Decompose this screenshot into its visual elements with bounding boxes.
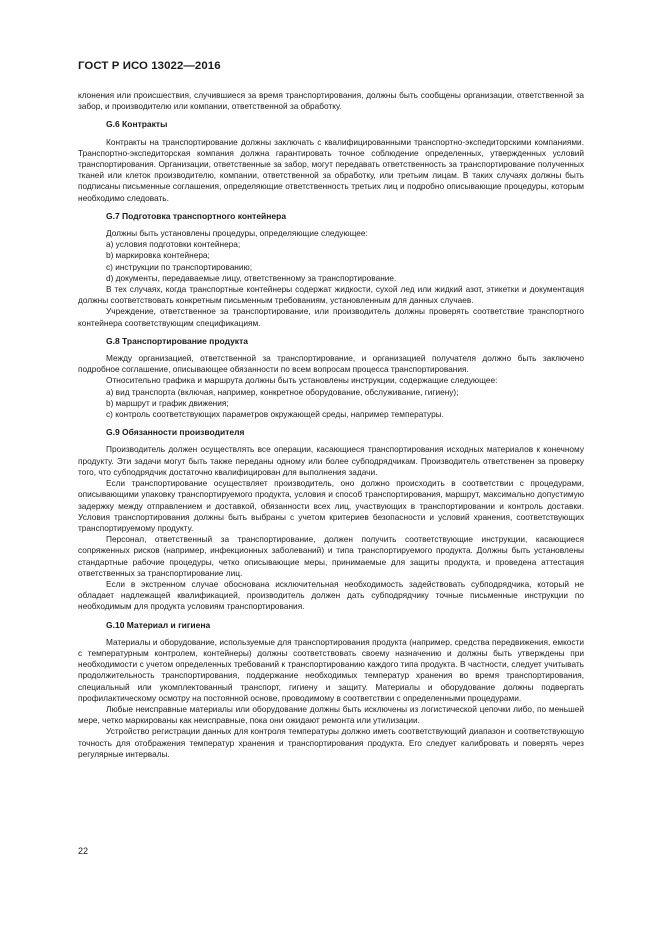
list-item: a) вид транспорта (включая, например, конкретное оборудование, обслуживание, гигиену); bbox=[106, 386, 459, 397]
paragraph: Материалы и оборудование, используемые для транспортирования продукта (например, средства передвижения, емкости с температурным контролем, контейнеры) должны соответствовать своему назначению и должны быть утверждены при необходимости с учетом определенных требований к транспортированию каждого типа продукта. В частности, следует учитывать продолжительность транспортирования, поддержание необходимых температур хранения во время транспортирования, специальный или укомплектованный транспорт, гигиену и защиту. Материалы и оборудование должны подвергать профилактическому осмотру на постоянной основе, проводимому в соответствии с определенными процедурами. bbox=[78, 636, 584, 703]
paragraph: В тех случаях, когда транспортные контейнеры содержат жидкости, сухой лед или жидкий азот, этикетки и документация должны соответствовать конкретным письменным требованиям, установленным для данных случаев. bbox=[78, 284, 584, 306]
section-heading-g7: G.7 Подготовка транспортного контейнера bbox=[106, 210, 287, 221]
paragraph: Любые неисправные материалы или оборудование должны быть исключены из логистической цепочки либо, по меньшей мере, четко маркированы как неисправные, пока они ожидают ремонта или утилизации. bbox=[78, 703, 584, 726]
list-item: a) условия подготовки контейнера; bbox=[106, 239, 241, 250]
paragraph: Контракты на транспортирование должны заключать с квалифицированными транспортно-экспедиторскими компаниями. Транспортно-экспедиторская компания должна гарантировать точное соблюдение определенных, утвержденных условий транспортирования. Организации, ответственные за забор, могут передавать ответственность за транспортирование полученных тканей или клеток производителю, компании, ответственной за обработку, или третьим лицам. В таких случаях должны быть подписаны письменные соглашения, определяющие ответственность третьих лиц и подробно описывающие процедуры, которым необходимо следовать. bbox=[78, 136, 584, 203]
continuation-paragraph: клонения или происшествия, случившиеся за время транспортирования, должны быть сообщены организации, ответственной за забор, и производителю или компании, ответственной за обработку. bbox=[78, 90, 584, 112]
section-heading-g10: G.10 Материал и гигиена bbox=[106, 619, 211, 630]
document-body bbox=[78, 90, 584, 760]
list-item: d) документы, передаваемые лицу, ответственному за транспортирование. bbox=[106, 272, 397, 283]
list-item: c) контроль соответствующих параметров окружающей среды, например температуры. bbox=[106, 409, 444, 420]
section-heading-g9: G.9 Обязанности производителя bbox=[106, 427, 245, 438]
paragraph: Если транспортирование осуществляет производитель, оно должно происходить в соответствии с процедурами, описывающими упаковку транспортируемого продукта, условия и способ транспортирования, маршрут, максимально допустимую задержку между отправлением и доставкой, обязанности всех лиц, участвующих в транспортировании и контроль доставки. Условия транспортирования должны быть выбраны с учетом критериев безопасности и условий хранения, соответствующих транспортируемому продукту. bbox=[78, 478, 584, 533]
paragraph: Относительно графика и маршрута должны быть установлены инструкции, содержащие следующее: bbox=[106, 375, 498, 386]
list-item: b) маршрут и график движения; bbox=[106, 397, 229, 408]
page-number: 22 bbox=[78, 846, 89, 856]
list-item: b) маркировка контейнера; bbox=[106, 250, 210, 261]
paragraph: Если в экстренном случае обоснована исключительная необходимость задействовать субподрядчика, который не обладает надлежащей квалификацией, производитель должен дать субподрядчику точные письменные инструкции по необходимым для продукта условиям транспортирования. bbox=[78, 578, 584, 612]
paragraph: Должны быть установлены процедуры, определяющие следующее: bbox=[106, 228, 368, 239]
paragraph: Персонал, ответственный за транспортирование, должен получить соответствующие инструкции, касающиеся сопряженных рисков (например, инфекционных заболеваний) и типа транспортируемого продукта. Должны быть установлены стандартные рабочие процедуры, четко описывающие меры, принимаемые для защиты продукта, и проведена аттестация ответственных за транспортирование лиц. bbox=[78, 534, 584, 578]
paragraph: Между организацией, ответственной за транспортирование, и организацией получателя должно быть заключено подробное соглашение, описывающее обязанности по всем вопросам процесса транспортирования. bbox=[78, 353, 584, 375]
list-item: c) инструкции по транспортированию; bbox=[106, 261, 253, 272]
section-heading-g6: G.6 Контракты bbox=[106, 119, 168, 130]
paragraph: Производитель должен осуществлять все операции, касающиеся транспортирования исходных материалов к конечному продукту. Эти задачи могут быть также переданы одному или более субподрядчикам. Производитель ответственен за проверку того, что субподрядчик достаточно квалифицирован для выполнения задачи. bbox=[78, 444, 584, 477]
section-heading-g8: G.8 Транспортирование продукта bbox=[106, 335, 248, 346]
paragraph: Учреждение, ответственное за транспортирование, или производитель должны проверять соответствие транспортного контейнера соответствующим спецификациям. bbox=[78, 306, 584, 328]
paragraph: Устройство регистрации данных для контроля температуры должно иметь соответствующий диапазон и соответствующую точность для отображения температур хранения и транспортирования продукта. Его следует калибровать и поверять через регулярные интервалы. bbox=[78, 726, 584, 759]
standard-header: ГОСТ Р ИСО 13022—2016 bbox=[78, 60, 221, 72]
